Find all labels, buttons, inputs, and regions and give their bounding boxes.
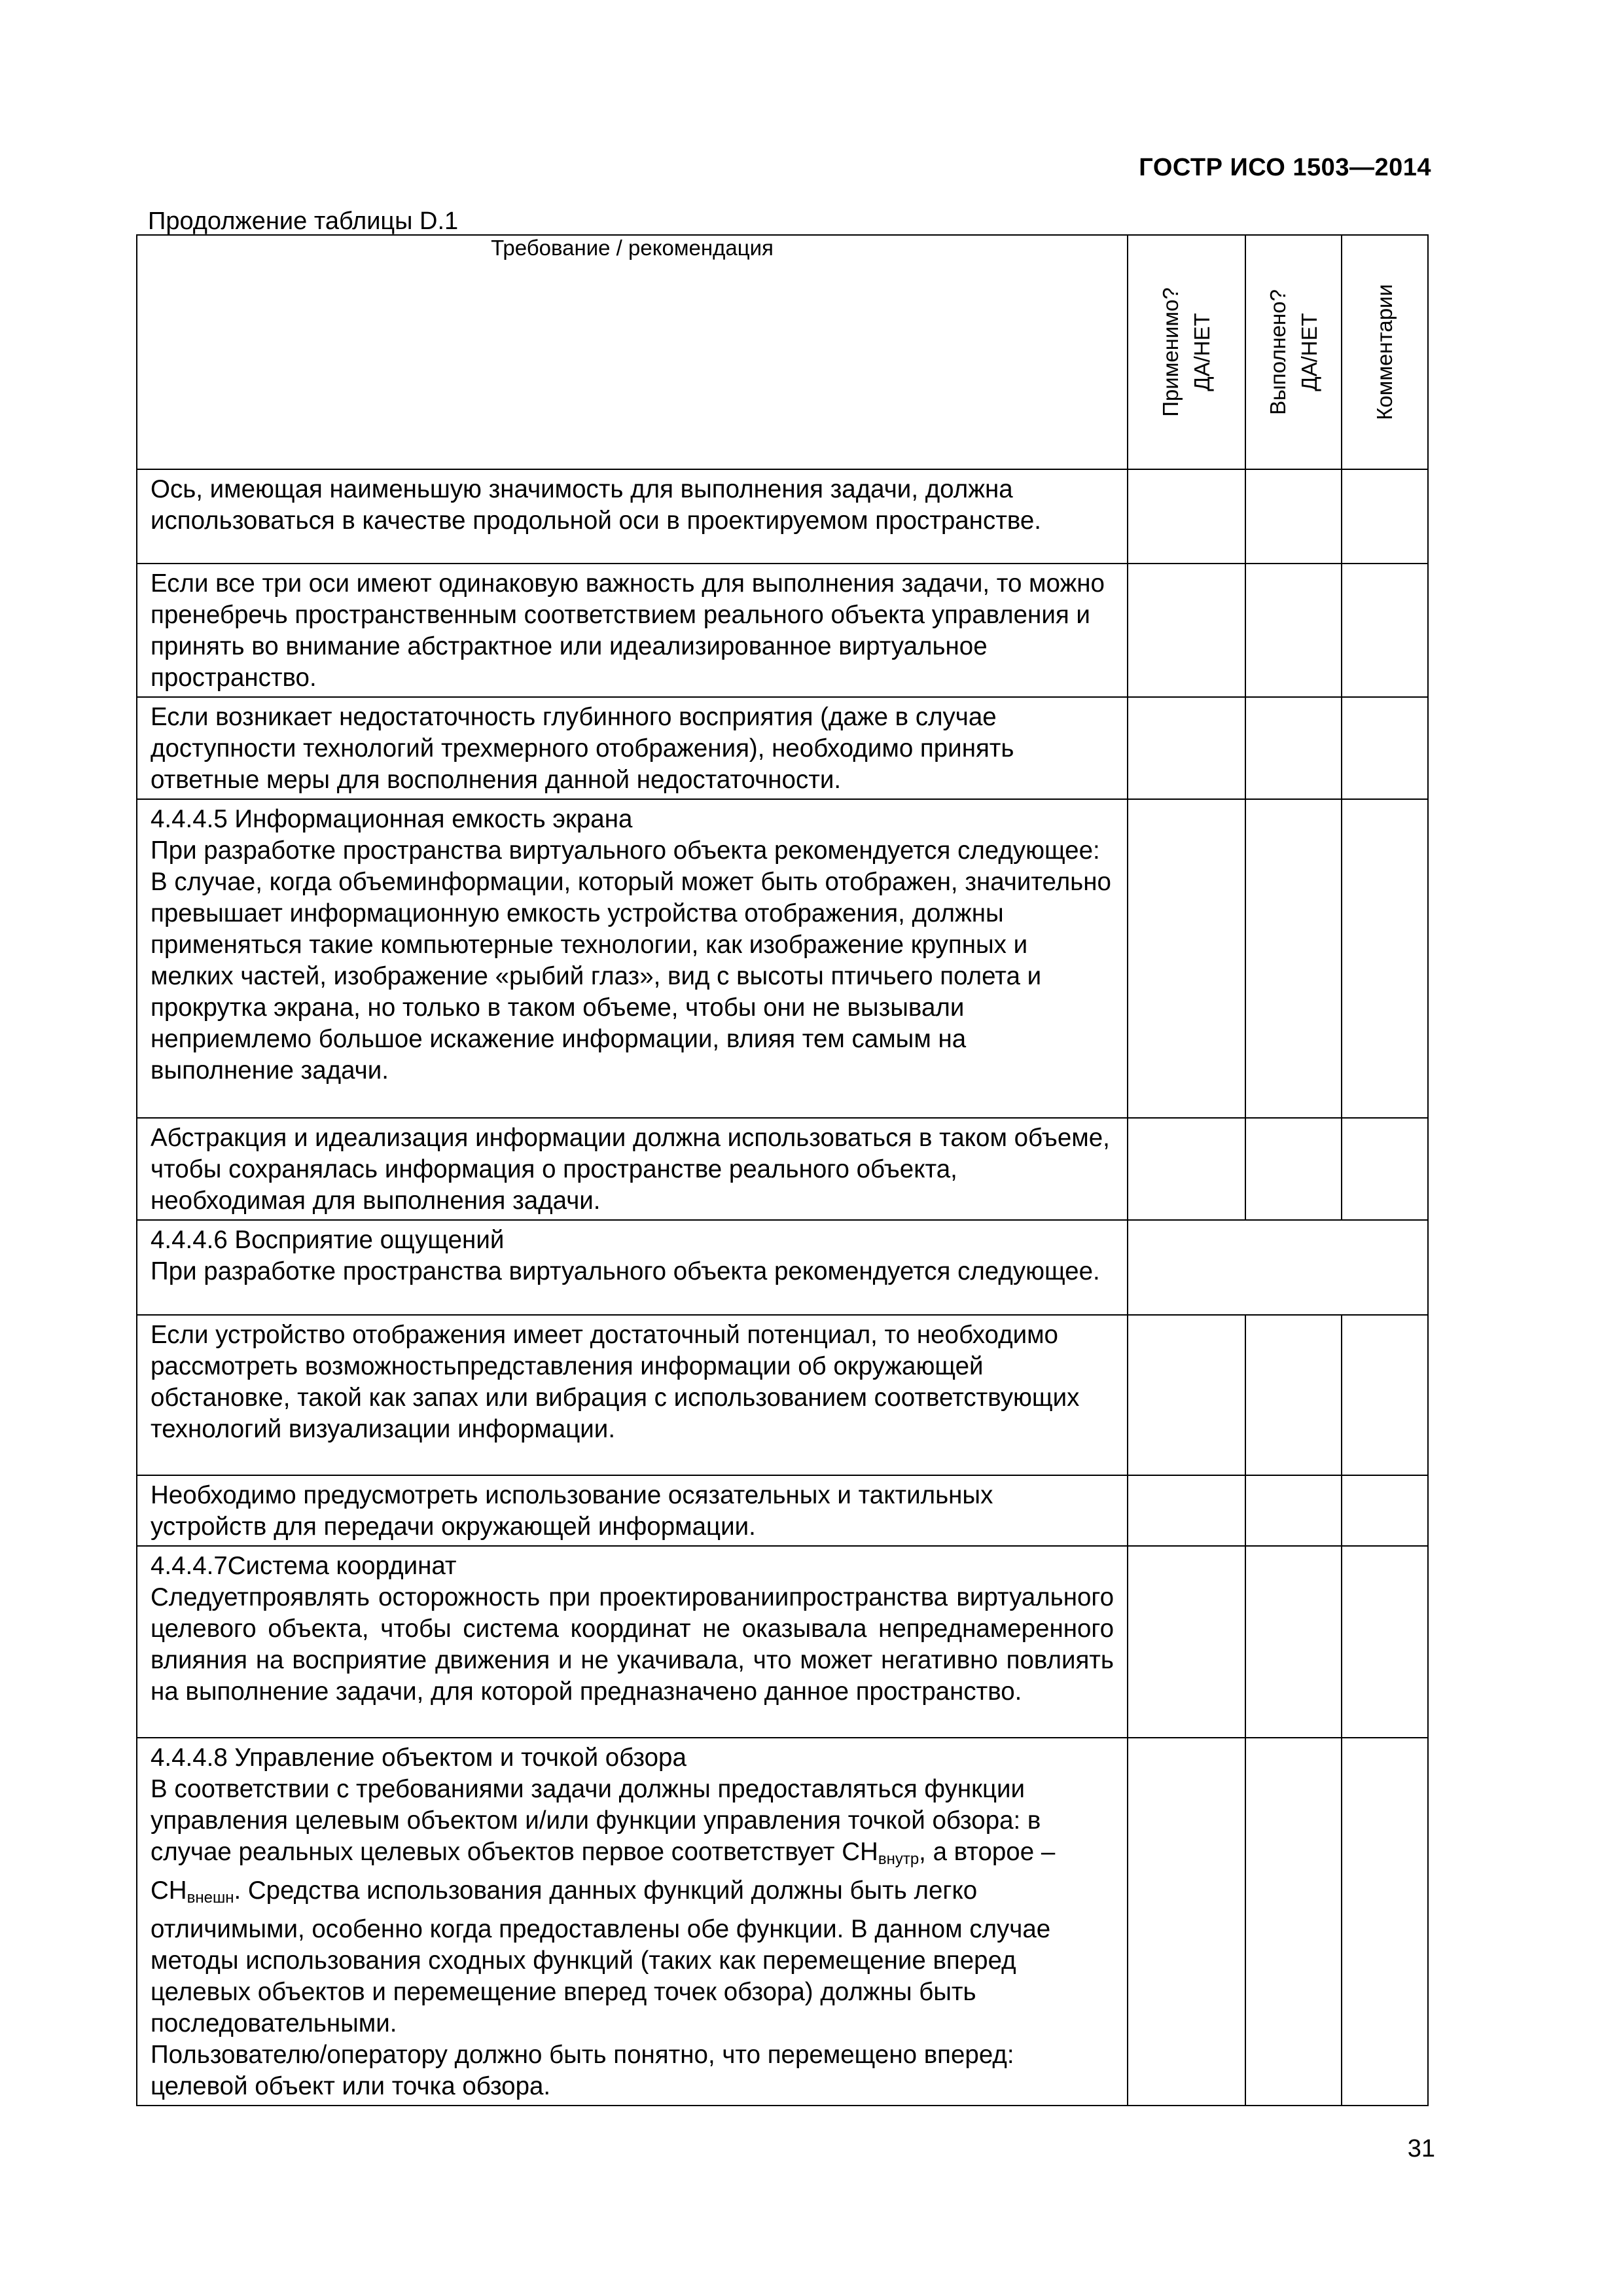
section-title: 4.4.4.7Система координат (151, 1552, 457, 1580)
header-comments-label: Комментарии (1372, 284, 1397, 420)
subscript: внутр (878, 1850, 919, 1868)
text-run: , а второе – СН (151, 1838, 1056, 1905)
applicable-cell (1128, 1118, 1245, 1220)
completed-cell (1245, 469, 1342, 564)
header-comments (1342, 235, 1428, 469)
table-row (137, 1546, 1428, 1738)
table-row (137, 1738, 1428, 2106)
header-completed-line1: Выполнено? (1265, 289, 1290, 415)
comments-cell (1342, 1546, 1428, 1738)
requirement-cell (137, 799, 1128, 1118)
completed-cell (1245, 564, 1342, 697)
requirement-cell (137, 1220, 1128, 1315)
table-row (137, 469, 1428, 564)
section-title: 4.4.4.5 Информационная емкость экрана (151, 805, 633, 833)
comments-cell (1342, 1475, 1428, 1546)
comments-cell (1342, 1738, 1428, 2106)
paragraph: При разработке пространства виртуального объекта рекомендуется следующее. (151, 1257, 1100, 1285)
paragraph: Следуетпроявлять осторожность при проектированиипространства виртуального целевого объекта, чтобы система координат не оказывала непреднамеренного влияния на восприятие движения и не укачивала, что может негативно повлиять на выполнение задачи, для которой предназначено данное пространство. (151, 1583, 1114, 1706)
requirement-cell: Если возникает недостаточность глубинного восприятия (даже в случае доступности технологий трехмерного отображения), необходимо принять ответные меры для восполнения данной недостаточности. (137, 697, 1128, 799)
table-row (137, 564, 1428, 697)
requirement-cell (137, 1546, 1128, 1738)
completed-cell (1245, 1475, 1342, 1546)
comments-cell (1342, 469, 1428, 564)
requirement-cell: Если все три оси имеют одинаковую важность для выполнения задачи, то можно пренебречь пространственным соответствием реального объекта управления и принять во внимание абстрактное или идеализированное виртуальное пространство. (137, 564, 1128, 697)
applicable-cell (1128, 799, 1245, 1118)
merged-blank-cell (1128, 1220, 1428, 1315)
header-applicable-line1: Применимо? (1158, 287, 1183, 417)
comments-cell (1342, 799, 1428, 1118)
standard-code: ГОСТР ИСО 1503—2014 (1139, 154, 1431, 181)
applicable-cell (1128, 697, 1245, 799)
paragraph: В случае, когда объеминформации, который может быть отображен, значительно превышает информационную емкость устройства отображения, должны применяться такие компьютерные технологии, как изображение крупных и мелких частей, изображение «рыбий глаз», вид с высоты птичьего полета и прокрутка экрана, но только в таком объеме, чтобы они не вызывали неприемлемо большое искажение информации, влияя тем самым на выполнение задачи. (151, 868, 1111, 1085)
requirement-cell: Абстракция и идеализация информации должна использоваться в таком объеме, чтобы сохранялась информация о пространстве реального объекта, необходимая для выполнения задачи. (137, 1118, 1128, 1220)
table-row (137, 1315, 1428, 1475)
table-row (137, 1475, 1428, 1546)
applicable-cell (1128, 1546, 1245, 1738)
completed-cell (1245, 1738, 1342, 2106)
applicable-cell (1128, 564, 1245, 697)
table-row (137, 1220, 1428, 1315)
table-header-row (137, 235, 1428, 469)
applicable-cell (1128, 1475, 1245, 1546)
completed-cell (1245, 1315, 1342, 1475)
paragraph: При разработке пространства виртуального объекта рекомендуется следующее: (151, 836, 1100, 865)
header-requirement: Требование / рекомендация (137, 235, 1128, 469)
table-row (137, 1118, 1428, 1220)
requirements-table (136, 234, 1429, 2106)
header-completed (1245, 235, 1342, 469)
page-number: 31 (1407, 2135, 1435, 2162)
text-run: . Средства использования данных функций должны быть легко отличимыми, особенно когда предоставлены обе функции. В данном случае методы использования сходных функций (таких как перемещение вперед целевых объектов и перемещение вперед точек обзора) должны быть последовательными. (151, 1876, 1051, 2037)
applicable-cell (1128, 1315, 1245, 1475)
comments-cell (1342, 697, 1428, 799)
table-row (137, 799, 1428, 1118)
comments-cell (1342, 1315, 1428, 1475)
completed-cell (1245, 1546, 1342, 1738)
requirement-cell: Необходимо предусмотреть использование осязательных и тактильных устройств для передачи окружающей информации. (137, 1475, 1128, 1546)
comments-cell (1342, 564, 1428, 697)
applicable-cell (1128, 469, 1245, 564)
header-applicable (1128, 235, 1245, 469)
table-caption: Продолжение таблицы D.1 (148, 207, 459, 235)
comments-cell (1342, 1118, 1428, 1220)
completed-cell (1245, 799, 1342, 1118)
header-completed-line2: ДА/НЕТ (1296, 313, 1321, 391)
subscript: внешн (187, 1889, 234, 1907)
table-row (137, 697, 1428, 799)
completed-cell (1245, 697, 1342, 799)
completed-cell (1245, 1118, 1342, 1220)
requirement-cell: Ось, имеющая наименьшую значимость для выполнения задачи, должна использоваться в качестве продольной оси в проектируемом пространстве. (137, 469, 1128, 564)
requirement-cell (137, 1738, 1128, 2106)
text-run: В соответствии с требованиями задачи должны предоставляться функции управления целевым объектом и/или функции управления точкой обзора: в случае реальных целевых объектов первое соответствует СН (151, 1775, 1041, 1866)
applicable-cell (1128, 1738, 1245, 2106)
paragraph: Пользователю/оператору должно быть понятно, что перемещено вперед: целевой объект или точка обзора. (151, 2041, 1014, 2100)
header-applicable-line2: ДА/НЕТ (1190, 313, 1214, 391)
section-title: 4.4.4.8 Управление объектом и точкой обзора (151, 1744, 687, 1772)
section-title: 4.4.4.6 Восприятие ощущений (151, 1226, 505, 1254)
paragraph (151, 1774, 1114, 2039)
requirement-cell: Если устройство отображения имеет достаточный потенциал, то необходимо рассмотреть возможностьпредставления информации об окружающей обстановке, такой как запах или вибрация с использованием соответствующих технологий визуализации информации. (137, 1315, 1128, 1475)
